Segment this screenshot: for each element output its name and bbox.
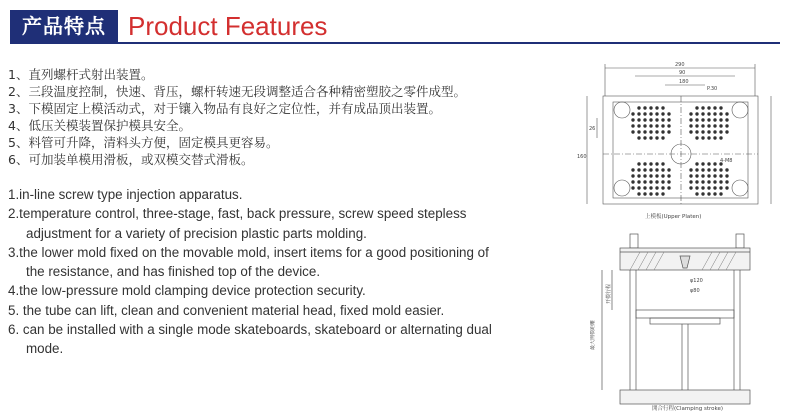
feature-zh-item: 4、低压关模装置保护模具安全。 [8, 118, 191, 133]
dim-label: 26 [589, 126, 596, 132]
feature-en-item: 3.the lower mold fixed on the movable mold, insert items for a good positioning of [8, 244, 489, 260]
feature-en-item: the resistance, and has finished top of the device. [26, 264, 321, 280]
drawing-caption: 上模板(Upper Platen) [645, 214, 702, 220]
section-title: Product Features [128, 11, 328, 41]
feature-zh-item: 5、料管可升降，清料头方便，固定模具更容易。 [8, 135, 279, 150]
clamping-side-view-drawing [590, 230, 770, 412]
feature-en-item: 4.the low-pressure mold clamping device protection security. [8, 283, 366, 299]
dim-label: 最大開模距離 [590, 319, 596, 350]
section-header [0, 0, 790, 48]
feature-zh-item: 3、下模固定上模活动式，对于镶入物品有良好之定位性，并有成品顶出装置。 [8, 101, 441, 116]
dim-label: 180 [679, 79, 689, 85]
dim-label: 4-M8 [720, 158, 733, 164]
features-english-list [8, 185, 568, 359]
feature-en-item: adjustment for a variety of precision plastic parts molding. [26, 225, 367, 241]
feature-en-item: 5. the tube can lift, clean and convenient material head, fixed mold easier. [8, 302, 445, 318]
dim-label: φ80 [690, 288, 700, 294]
upper-platen-drawing [575, 58, 780, 233]
dim-label: 开模行程 [606, 283, 612, 304]
dim-label: P.30 [707, 86, 718, 92]
feature-zh-item: 1、直列螺杆式射出装置。 [8, 67, 154, 82]
section-tag-label: 产品特点 [10, 10, 118, 42]
dim-label: 160 [577, 154, 587, 160]
dim-label: 90 [679, 70, 686, 76]
features-chinese-list [8, 66, 568, 168]
dim-label: 290 [675, 62, 685, 68]
feature-en-item: 6. can be installed with a single mode skateboards, skateboard or alternating dual [8, 322, 492, 338]
feature-en-item: 1.in-line screw type injection apparatus. [8, 187, 243, 202]
feature-zh-item: 2、三段温度控制，快速、背压，螺杆转速无段调整适合各种精密塑胶之零件成型。 [8, 84, 466, 99]
feature-en-item: 2.temperature control, three-stage, fast, back pressure, screw speed stepless [8, 206, 467, 222]
feature-en-item: mode. [26, 341, 64, 357]
drawing-caption: 開合行程(Clamping stroke) [652, 406, 724, 412]
header-divider [10, 42, 780, 44]
tapped-holes [631, 106, 728, 195]
dim-label: φ120 [690, 278, 703, 284]
feature-zh-item: 6、可加装单模用滑板，或双模交替式滑板。 [8, 152, 254, 167]
